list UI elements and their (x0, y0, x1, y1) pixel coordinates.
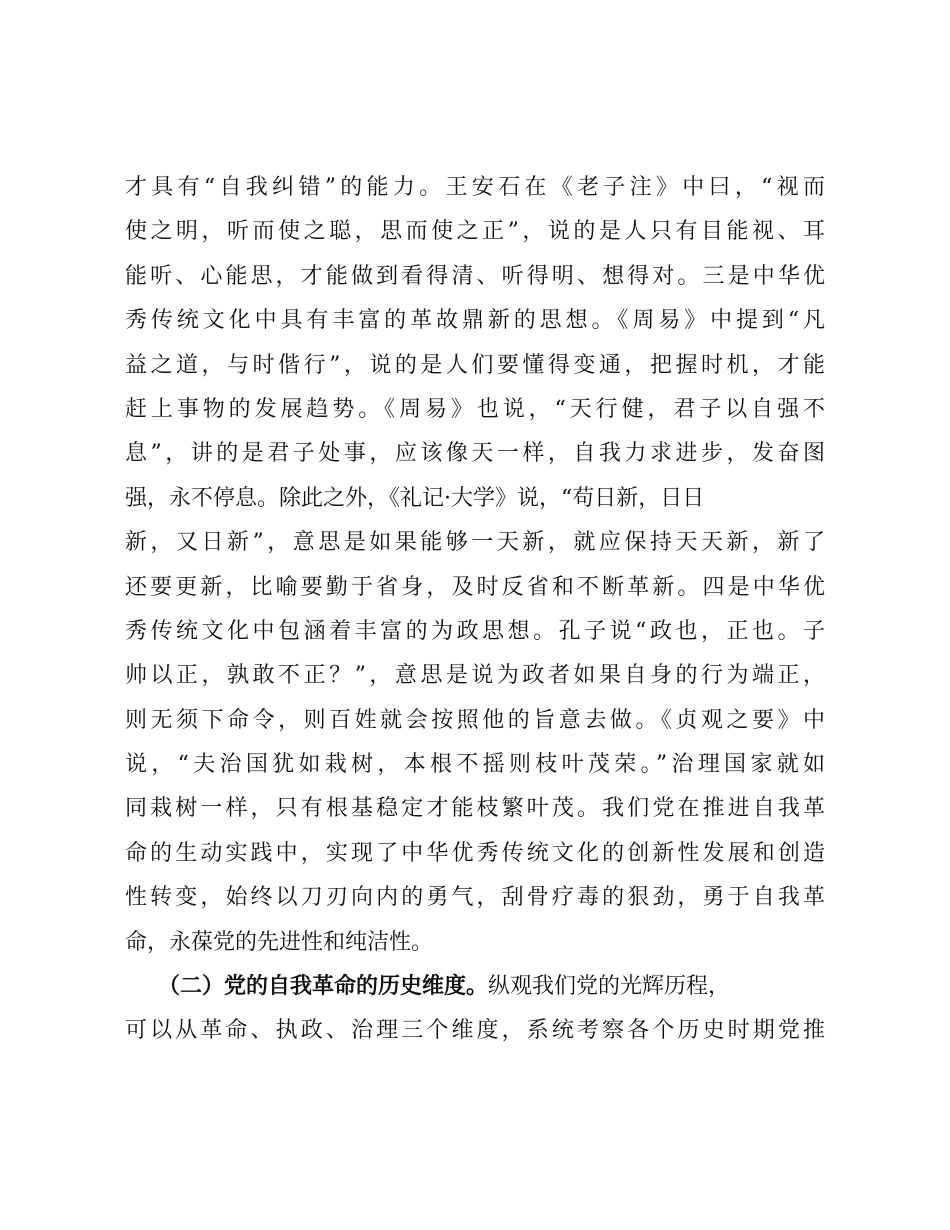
paragraph-line-9: 新，又日新”，意思是如果能够一天新，就应保持天天新，新了 (125, 530, 825, 556)
paragraph-line-8: 强，永不停息。除此之外，《礼记·大学》说，“苟日新，日日 (125, 485, 705, 511)
paragraph-line-6: 赶上事物的发展趋势。《周易》也说，“天行健，君子以自强不 (125, 396, 825, 422)
paragraph-line-12: 帅以正，孰敢不正？”，意思是说为政者如果自身的行为端正， (125, 663, 825, 689)
section-heading: （二）党的自我革命的历史维度。 (158, 974, 489, 1000)
section-heading-continuation: 纵观我们党的光辉历程， (488, 974, 731, 1000)
paragraph-line-7: 息”，讲的是君子处事，应该像天一样，自我力求进步，发奋图 (125, 441, 825, 467)
paragraph-line-3: 能听、心能思，才能做到看得清、听得明、想得对。三是中华优 (125, 263, 825, 289)
paragraph-line-5: 益之道，与时偕行”，说的是人们要懂得变通，把握时机，才能 (125, 352, 825, 378)
paragraph-line-15: 同栽树一样，只有根基稳定才能枝繁叶茂。我们党在推进自我革 (125, 796, 825, 822)
body-text (125, 166, 825, 1054)
paragraph-line-10: 还要更新，比喻要勤于省身，及时反省和不断革新。四是中华优 (125, 574, 825, 600)
paragraph-line-14: 说，“夫治国犹如栽树，本根不摇则枝叶茂荣。”治理国家就如 (125, 752, 825, 778)
paragraph-line-2: 使之明，听而使之聪，思而使之正”，说的是人只有目能视、耳 (125, 219, 825, 245)
paragraph-line-16: 命的生动实践中，实现了中华优秀传统文化的创新性发展和创造 (125, 840, 825, 866)
paragraph-line-11: 秀传统文化中包涵着丰富的为政思想。孔子说“政也，正也。子 (125, 618, 825, 644)
section-heading-line (125, 965, 825, 1009)
paragraph-line-1: 才具有“自我纠错”的能力。王安石在《老子注》中曰，“视而 (125, 175, 825, 200)
paragraph-line-18: 命，永葆党的先进性和纯洁性。 (125, 929, 434, 955)
paragraph-line-13: 则无须下命令，则百姓就会按照他的旨意去做。《贞观之要》中 (125, 707, 825, 733)
paragraph-line-4: 秀传统文化中具有丰富的革故鼎新的思想。《周易》中提到“凡 (125, 308, 825, 334)
section-line-2: 可以从革命、执政、治理三个维度，系统考察各个历史时期党推 (125, 1018, 825, 1044)
paragraph-line-17: 性转变，始终以刀刃向内的勇气，刮骨疗毒的狠劲，勇于自我革 (125, 885, 825, 911)
